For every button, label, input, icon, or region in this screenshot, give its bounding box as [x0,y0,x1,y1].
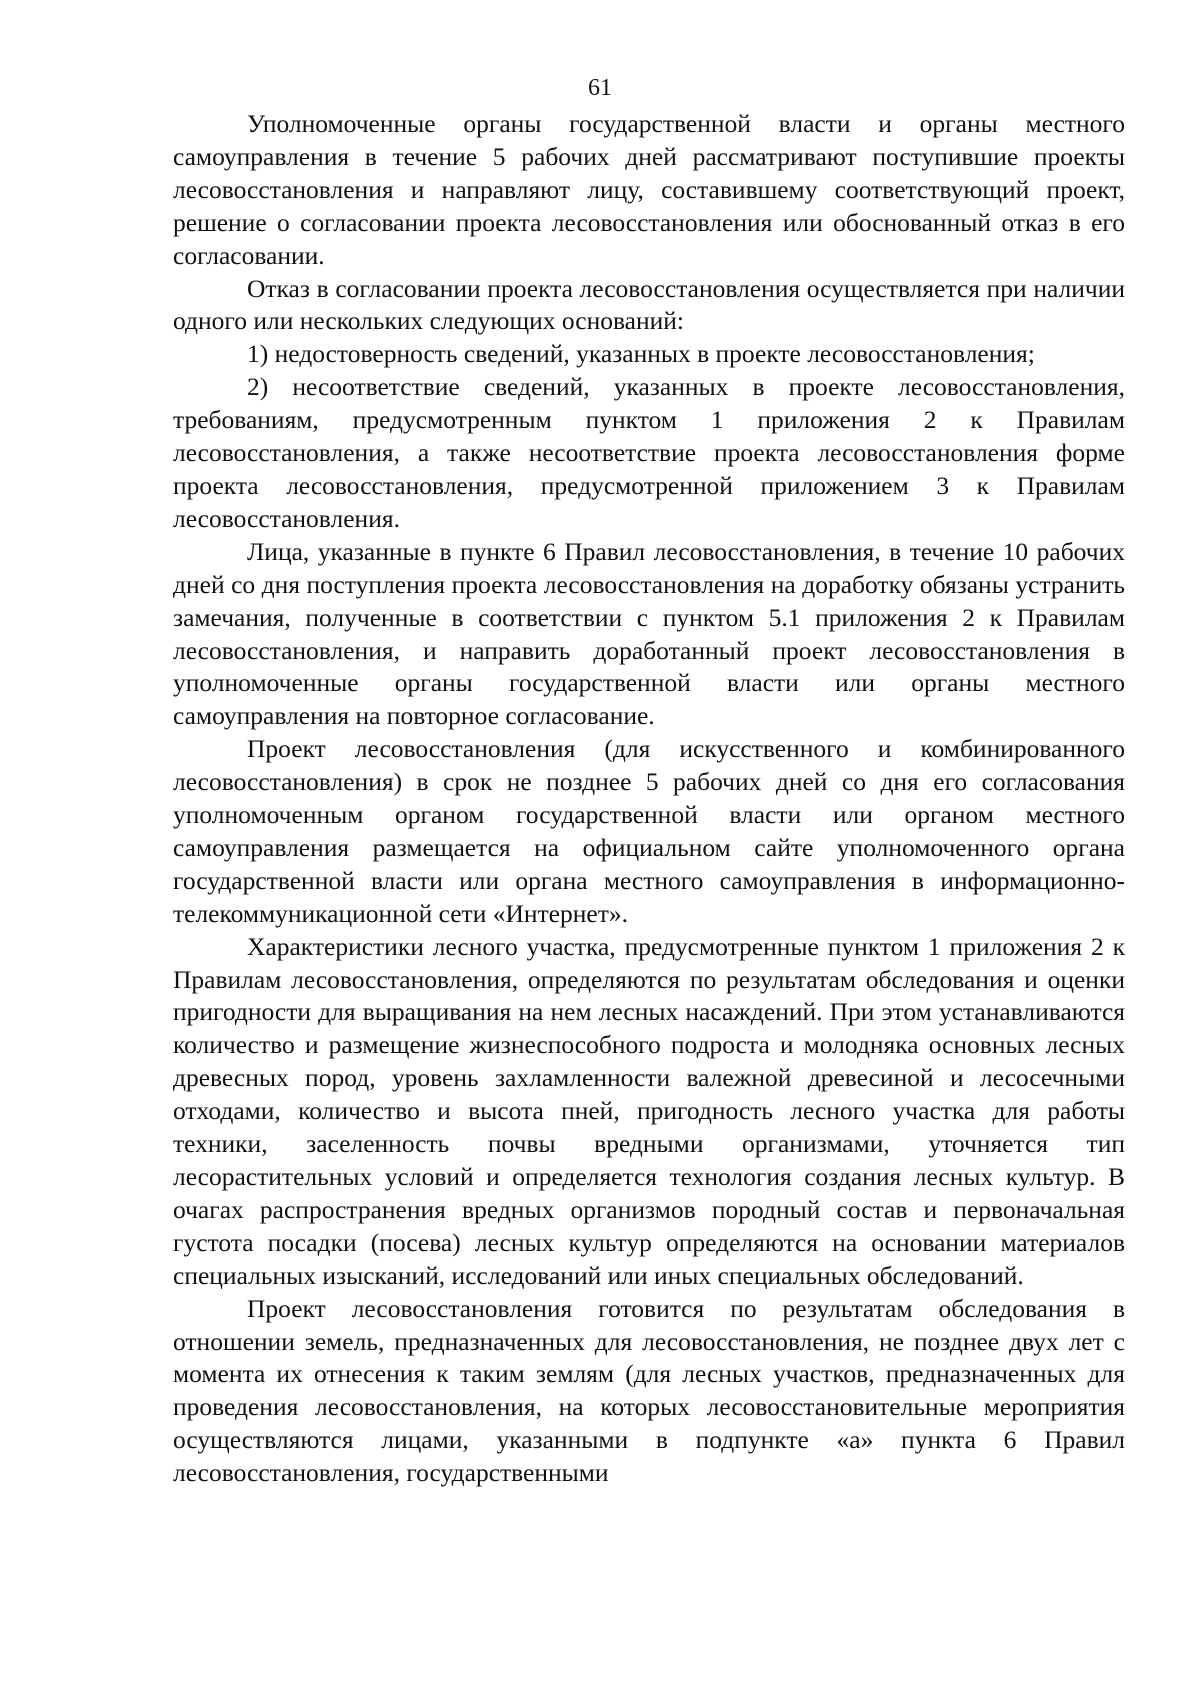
paragraph-approval-decision: Уполномоченные органы государственной власти и органы местного самоуправления в течение 5 рабочих дней рассматривают поступившие проекты лесовосстановления и направляют лицу, составившему соответствующий проект, решение о согласовании проекта лесовосстановления или обоснованный отказ в его согласовании. [173,109,1125,270]
paragraph-site-characteristics: Характеристики лесного участка, предусмотренные пунктом 1 приложения 2 к Правилам лесовосстановления, определяются по результатам обследования и оценки пригодности для выращивания на нем лесных насаждений. При этом устанавливаются количество и размещение жизнеспособного подроста и молодняка основных лесных древесных пород, уровень захламленности валежной древесиной и лесосечными отходами, количество и высота пней, пригодность лесного участка для работы техники, заселенность почвы вредными организмами, уточняется тип лесорастительных условий и определяется технология создания лесных культур. В очагах распространения вредных организмов породный состав и первоначальная густота посадки (посева) лесных культур определяются на основании материалов специальных изысканий, исследований или иных специальных обследований. [173,931,1125,1290]
paragraph-publication: Проект лесовосстановления (для искусственного и комбинированного лесовосстановления) в срок не позднее 5 рабочих дней со дня его согласования уполномоченным органом государственной власти или органом местного самоуправления размещается на официальном сайте уполномоченного органа государственной власти или органа местного самоуправления в информационно-телекоммуникационной сети «Интернет». [173,734,1125,928]
paragraph-ground-2: 2) несоответствие сведений, указанных в проекте лесовосстановления, требованиям, предусмотренным пунктом 1 приложения 2 к Правилам лесовосстановления, а также несоответствие проекта лесовосстановления форме проекта лесовосстановления, предусмотренной приложением 3 к Правилам лесовосстановления. [173,372,1125,533]
paragraph-refusal-grounds: Отказ в согласовании проекта лесовосстановления осуществляется при наличии одного или нескольких следующих оснований: [173,273,1125,336]
paragraph-revision: Лица, указанные в пункте 6 Правил лесовосстановления, в течение 10 рабочих дней со дня поступления проекта лесовосстановления на доработку обязаны устранить замечания, полученные в соответствии с пунктом 5.1 приложения 2 к Правилам лесовосстановления, и направить доработанный проект лесовосстановления в уполномоченные органы государственной власти или органы местного самоуправления на повторное согласование. [173,536,1125,731]
paragraph-project-preparation: Проект лесовосстановления готовится по результатам обследования в отношении земель, предназначенных для лесовосстановления, не позднее двух лет с момента их отнесения к таким землям (для лесных участков, предназначенных для проведения лесовосстановления, на которых лесовосстановительные мероприятия осуществляются лицами, указанными в подпункте «а» пункта 6 Правил лесовосстановления, государственными [173,1293,1125,1488]
paragraph-ground-1: 1) недостоверность сведений, указанных в проекте лесовосстановления; [247,339,1035,369]
page-number: 61 [588,75,612,101]
document-body [173,108,1125,1490]
